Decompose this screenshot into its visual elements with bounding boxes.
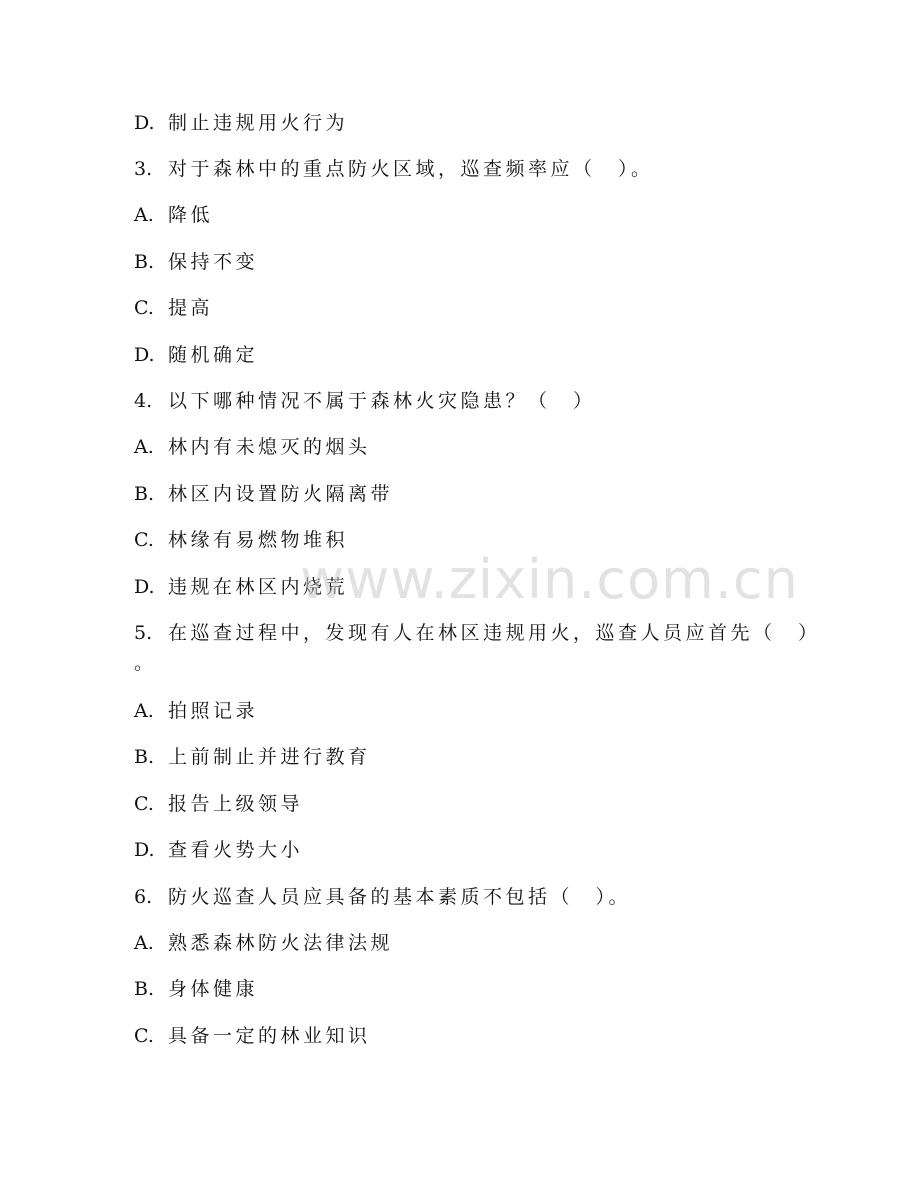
question-text: 防火巡查人员应具备的基本素质不包括（ ）。: [168, 886, 632, 908]
option-c-line: [134, 792, 303, 816]
option-label: C.: [134, 529, 154, 551]
option-label: B.: [134, 251, 155, 273]
question-5-continuation: [134, 651, 157, 675]
option-label: B.: [134, 746, 155, 768]
question-text: 在巡查过程中，发现有人在林区违规用火，巡查人员应首先（ ）: [168, 622, 821, 644]
option-label: D.: [134, 344, 155, 366]
question-text-continuation: 。: [134, 652, 157, 674]
question-number: 5.: [134, 622, 153, 644]
option-label: A.: [134, 436, 154, 458]
option-label: A.: [134, 932, 154, 954]
option-text: 拍照记录: [168, 700, 259, 722]
option-text: 熟悉森林防火法律法规: [168, 932, 394, 954]
question-6: [134, 885, 631, 909]
option-label: A.: [134, 700, 154, 722]
option-a-line: [134, 435, 371, 459]
question-4: [134, 389, 596, 413]
option-b-line: [134, 977, 258, 1001]
option-a-line: [134, 699, 258, 723]
option-label: C.: [134, 297, 154, 319]
question-text: 对于森林中的重点防火区域，巡查频率应（ ）。: [168, 158, 654, 180]
option-d-line: [134, 838, 303, 862]
option-label: B.: [134, 483, 155, 505]
option-text: 上前制止并进行教育: [168, 746, 371, 768]
option-text: 违规在林区内烧荒: [168, 576, 349, 598]
option-label: A.: [134, 204, 154, 226]
option-label: C.: [134, 793, 154, 815]
option-text: 提高: [168, 297, 214, 319]
option-a-line: [134, 931, 393, 955]
option-text: 身体健康: [168, 978, 259, 1000]
option-label: D.: [134, 112, 155, 134]
option-c-line: [134, 1024, 371, 1048]
option-label: B.: [134, 978, 155, 1000]
option-c-line: [134, 528, 348, 552]
question-number: 3.: [134, 158, 153, 180]
question-number: 6.: [134, 886, 153, 908]
option-d-line: [134, 111, 348, 135]
option-text: 降低: [168, 204, 214, 226]
option-b-line: [134, 250, 258, 274]
option-label: D.: [134, 839, 155, 861]
option-label: D.: [134, 576, 155, 598]
option-text: 随机确定: [168, 344, 259, 366]
question-number: 4.: [134, 390, 153, 412]
option-b-line: [134, 482, 393, 506]
option-text: 报告上级领导: [168, 793, 304, 815]
option-d-line: [134, 575, 348, 599]
watermark-text: www.zixin.com.cn: [300, 548, 799, 611]
option-text: 具备一定的林业知识: [168, 1025, 371, 1047]
question-3: [134, 157, 654, 181]
option-text: 保持不变: [168, 251, 259, 273]
option-d-line: [134, 343, 258, 367]
option-text: 林内有未熄灭的烟头: [168, 436, 371, 458]
option-b-line: [134, 745, 371, 769]
option-label: C.: [134, 1025, 154, 1047]
option-c-line: [134, 296, 213, 320]
option-text: 林缘有易燃物堆积: [168, 529, 349, 551]
question-text: 以下哪种情况不属于森林火灾隐患？（ ）: [168, 390, 596, 412]
option-text: 林区内设置防火隔离带: [168, 483, 394, 505]
option-a-line: [134, 203, 213, 227]
option-text: 查看火势大小: [168, 839, 304, 861]
question-5: [134, 621, 821, 645]
option-text: 制止违规用火行为: [168, 112, 349, 134]
